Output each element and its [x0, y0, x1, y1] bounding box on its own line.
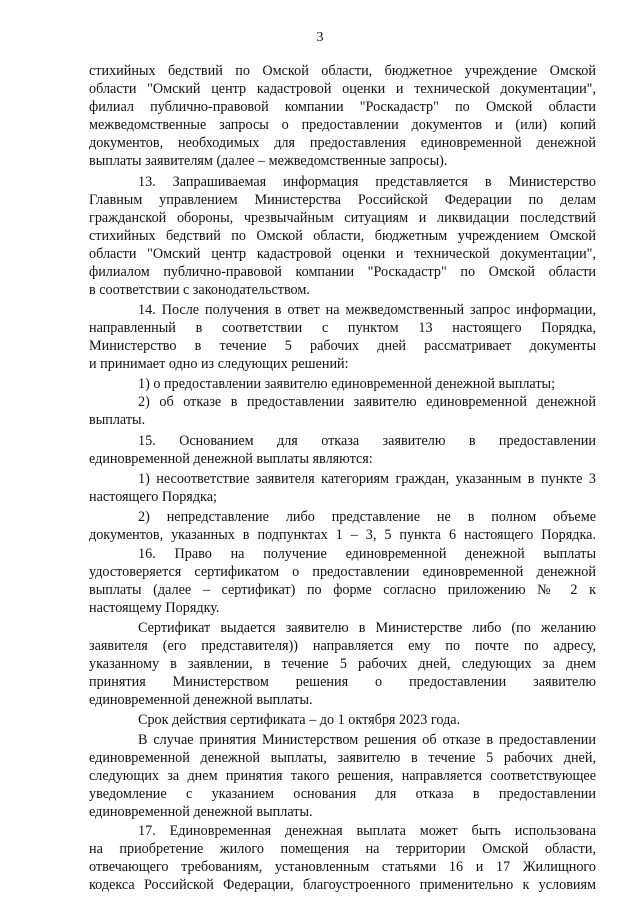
text-line: Министерство в течение 5 рабочих дней рассматривает документы [89, 338, 596, 354]
text-line: гражданской обороны, чрезвычайным ситуациям и ликвидации последствий [89, 210, 596, 226]
text-line: 15. Основанием для отказа заявителю в предоставлении [138, 433, 596, 449]
text-line: филиал публично-правовой компании "Роскадастр" по Омской области [89, 99, 596, 115]
page-number: 3 [316, 30, 324, 45]
text-line: 2) непредставление либо представление не в полном объеме [138, 509, 596, 525]
text-line: кодекса Российской Федерации, благоустроенного применительно к условиям [89, 877, 596, 893]
text-line: 13. Запрашиваемая информация представляется в Министерство [138, 174, 596, 190]
text-line: документов, необходимых для предоставления единовременной денежной [89, 135, 596, 151]
text-line: стихийных бедствий по Омской области, бюджетным учреждением Омской [89, 228, 596, 244]
text-line: и принимает одно из следующих решений: [89, 356, 349, 372]
text-line: филиалом публично-правовой компании "Роскадастр" по Омской области [89, 264, 596, 280]
text-line: единовременной денежной выплаты являются: [89, 451, 373, 467]
text-line: удостоверяется сертификатом о предоставлении единовременной денежной [89, 564, 596, 580]
text-line: направленный в соответствии с пунктом 13 настоящего Порядка, [89, 320, 596, 336]
text-line: выплаты заявителям (далее – межведомственные запросы). [89, 153, 448, 169]
text-line: Срок действия сертификата – до 1 октября 2023 года. [138, 712, 461, 728]
text-line: на приобретение жилого помещения на территории Омской области, [89, 841, 596, 857]
text-line: 14. После получения в ответ на межведомственный запрос информации, [138, 302, 596, 318]
text-line: документов, указанных в подпунктах 1 – 3, 5 пункта 6 настоящего Порядка. [89, 527, 596, 543]
text-line: 17. Единовременная денежная выплата может быть использована [138, 823, 596, 839]
text-line: указанному в заявлении, в течение 5 рабочих дней, следующих за днем [89, 656, 596, 672]
text-line: единовременной денежной выплаты. [89, 804, 313, 820]
text-line: уведомление с указанием основания для отказа в предоставлении [89, 786, 596, 802]
text-line: в соответствии с законодательством. [89, 282, 310, 298]
text-line: настоящему Порядку. [89, 600, 220, 616]
text-line: 2) об отказе в предоставлении заявителю единовременной денежной [138, 394, 596, 410]
text-line: отвечающего требованиям, установленным статьями 16 и 17 Жилищного [89, 859, 596, 875]
text-line: настоящего Порядка; [89, 489, 217, 505]
text-line: межведомственные запросы о предоставлении документов и (или) копий [89, 117, 596, 133]
text-line: Сертификат выдается заявителю в Министерстве либо (по желанию [138, 620, 596, 636]
text-line: выплаты (далее – сертификат) по форме согласно приложению № 2 к [89, 582, 596, 598]
text-line: В случае принятия Министерством решения об отказе в предоставлении [138, 732, 596, 748]
text-line: стихийных бедствий по Омской области, бюджетное учреждение Омской [89, 63, 596, 79]
text-line: принятия Министерством решения о предоставлении заявителю [89, 674, 596, 690]
text-line: единовременной денежной выплаты. [89, 692, 313, 708]
text-line: следующих за днем принятия такого решения, направляется соответствующее [89, 768, 596, 784]
text-line: области "Омский центр кадастровой оценки и технической документации", [89, 81, 596, 97]
text-line: единовременной денежной выплаты, заявителю в течение 5 рабочих дней, [89, 750, 596, 766]
text-line: Главным управлением Министерства Российской Федерации по делам [89, 192, 596, 208]
text-line: 1) несоответствие заявителя категориям граждан, указанным в пункте 3 [138, 471, 596, 487]
text-line: 16. Право на получение единовременной денежной выплаты [138, 546, 596, 562]
text-line: выплаты. [89, 412, 146, 428]
text-line: заявителя (его представителя)) направляется ему по почте по адресу, [89, 638, 596, 654]
text-line: области "Омский центр кадастровой оценки и технической документации", [89, 246, 596, 262]
text-line: 1) о предоставлении заявителю единовременной денежной выплаты; [138, 376, 556, 392]
